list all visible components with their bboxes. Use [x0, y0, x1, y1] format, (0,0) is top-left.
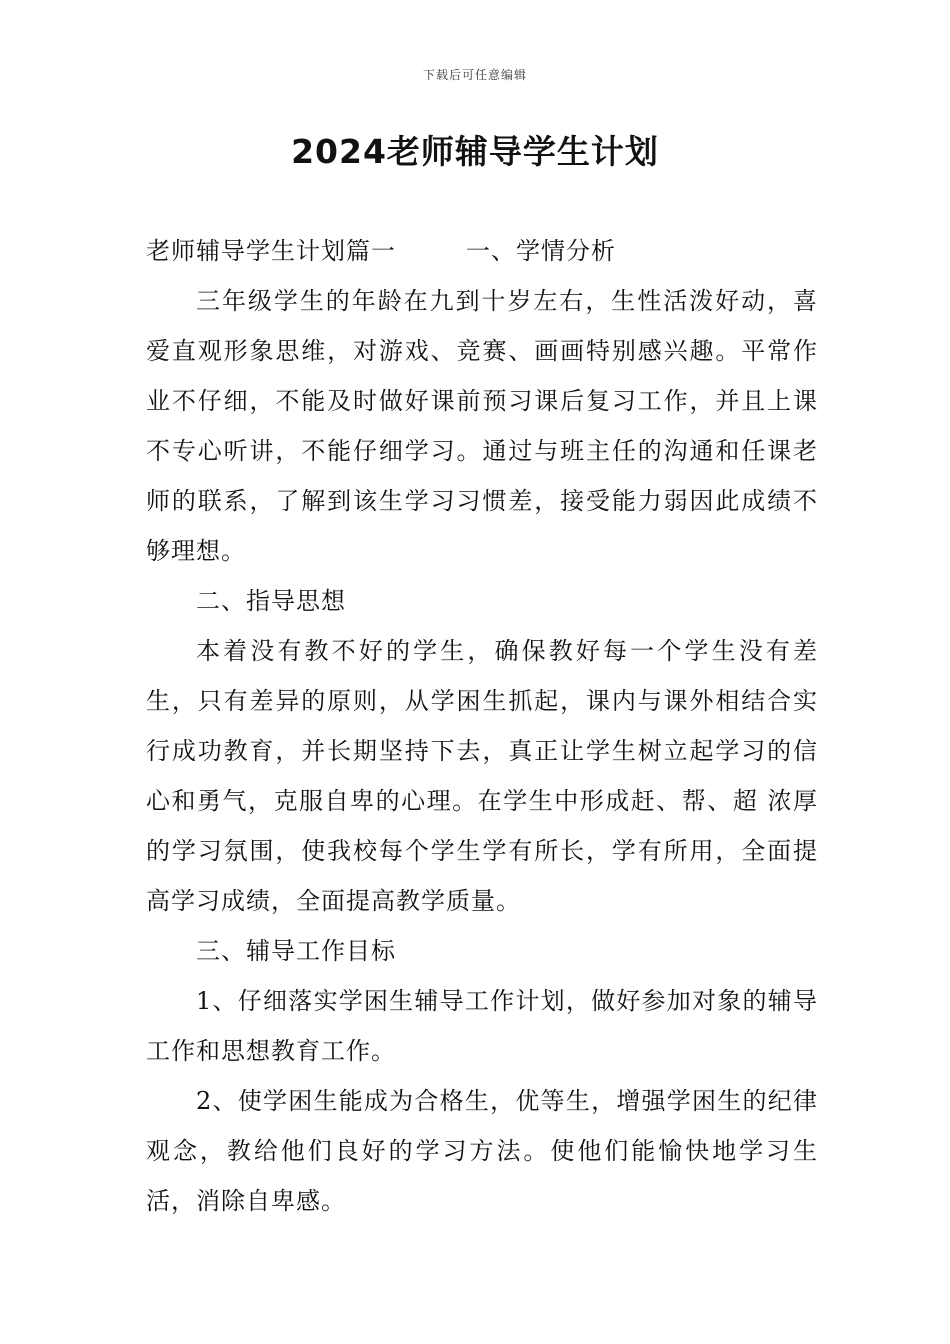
- paragraph-guiding-idea: 本着没有教不好的学生，确保教好每一个学生没有差生，只有差异的原则，从学困生抓起，课内与课外相结合实行成功教育，并长期坚持下去，真正让学生树立起学习的信心和勇气，克服自卑的心理。在学生中形成赶、帮、超 浓厚的学习氛围，使我校每个学生学有所长，学有所用，全面提高学习成绩，全面提高教学质量。: [146, 637, 818, 915]
- section-heading-3: 三、辅导工作目标: [196, 937, 396, 965]
- paragraph-goal-1: 1、仔细落实学困生辅导工作计划，做好参加对象的辅导工作和思想教育工作。: [146, 987, 818, 1065]
- paragraph-goal-2: 2、使学困生能成为合格生，优等生，增强学困生的纪律观念，教给他们良好的学习方法。使他们能愉快地学习生活，消除自卑感。: [146, 1087, 818, 1215]
- section-lead: 老师辅导学生计划篇一: [146, 237, 396, 265]
- document-title: 2024老师辅导学生计划: [291, 132, 659, 171]
- first-line: [146, 226, 818, 276]
- document-body: [146, 226, 818, 1226]
- section-heading-1: 一、学情分析: [466, 237, 616, 265]
- header-note: 下载后可任意编辑: [422, 68, 527, 82]
- paragraph-situation: 三年级学生的年龄在九到十岁左右，生性活泼好动，喜爱直观形象思维，对游戏、竞赛、画画特别感兴趣。平常作业不仔细，不能及时做好课前预习课后复习工作，并且上课不专心听讲，不能仔细学习。通过与班主任的沟通和任课老师的联系，了解到该生学习习惯差，接受能力弱因此成绩不够理想。: [146, 287, 818, 565]
- section-heading-2: 二、指导思想: [196, 587, 346, 615]
